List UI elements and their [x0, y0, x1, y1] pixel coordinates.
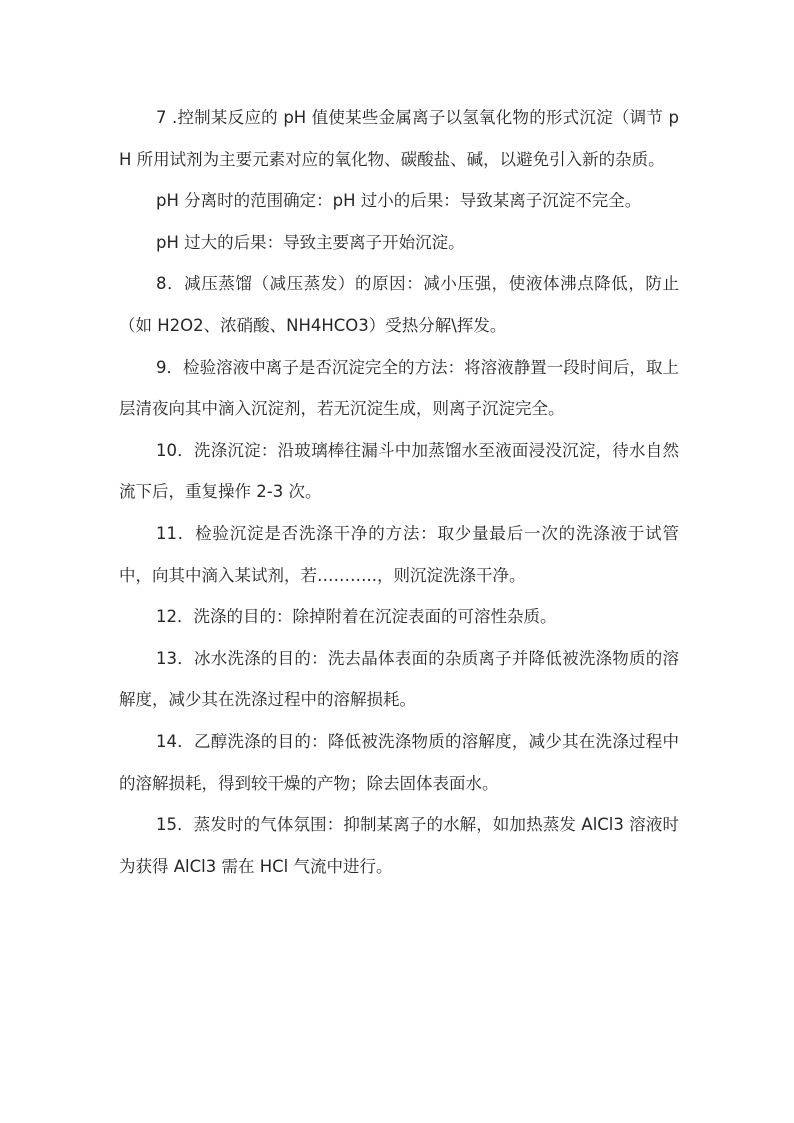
paragraph-12: 12．洗涤的目的：除掉附着在沉淀表面的可溶性杂质。 [156, 607, 557, 627]
paragraph-8: 8．减压蒸馏（减压蒸发）的原因：减小压强，使液体沸点降低，防止（如 H2O2、浓硝酸、NH4HCO3）受热分解\挥发。 [119, 274, 679, 335]
paragraph-ph-high: pH 过大的后果：导致主要离子开始沉淀。 [156, 232, 465, 252]
paragraph-13: 13．冰水洗涤的目的：洗去晶体表面的杂质离子并降低被洗涤物质的溶解度，减少其在洗涤过程中的溶解损耗。 [119, 648, 679, 710]
paragraph-15: 15．蒸发时的气体氛围：抑制某离子的水解，如加热蒸发 AlCl3 溶液时为获得 AlCl3 需在 HCl 气流中进行。 [119, 815, 679, 876]
paragraph-7: 7 .控制某反应的 pH 值使某些金属离子以氢氧化物的形式沉淀（调节 pH 所用试剂为主要元素对应的氧化物、碳酸盐、碱，以避免引入新的杂质。 [119, 108, 679, 169]
paragraph-9: 9．检验溶液中离子是否沉淀完全的方法：将溶液静置一段时间后，取上层清夜向其中滴入沉淀剂，若无沉淀生成，则离子沉淀完全。 [119, 357, 679, 419]
document-body [119, 97, 679, 887]
paragraph-10: 10．洗涤沉淀：沿玻璃棒往漏斗中加蒸馏水至液面浸没沉淀，待水自然流下后，重复操作 2-3 次。 [119, 440, 679, 502]
paragraph-ph-range: pH 分离时的范围确定：pH 过小的后果：导致某离子沉淀不完全。 [156, 191, 642, 211]
paragraph-11: 11．检验沉淀是否洗涤干净的方法：取少量最后一次的洗涤液于试管中，向其中滴入某试剂，若………..，则沉淀洗涤干净。 [119, 523, 679, 585]
paragraph-14: 14．乙醇洗涤的目的：降低被洗涤物质的溶解度，减少其在洗涤过程中的溶解损耗，得到较干燥的产物；除去固体表面水。 [119, 731, 679, 793]
